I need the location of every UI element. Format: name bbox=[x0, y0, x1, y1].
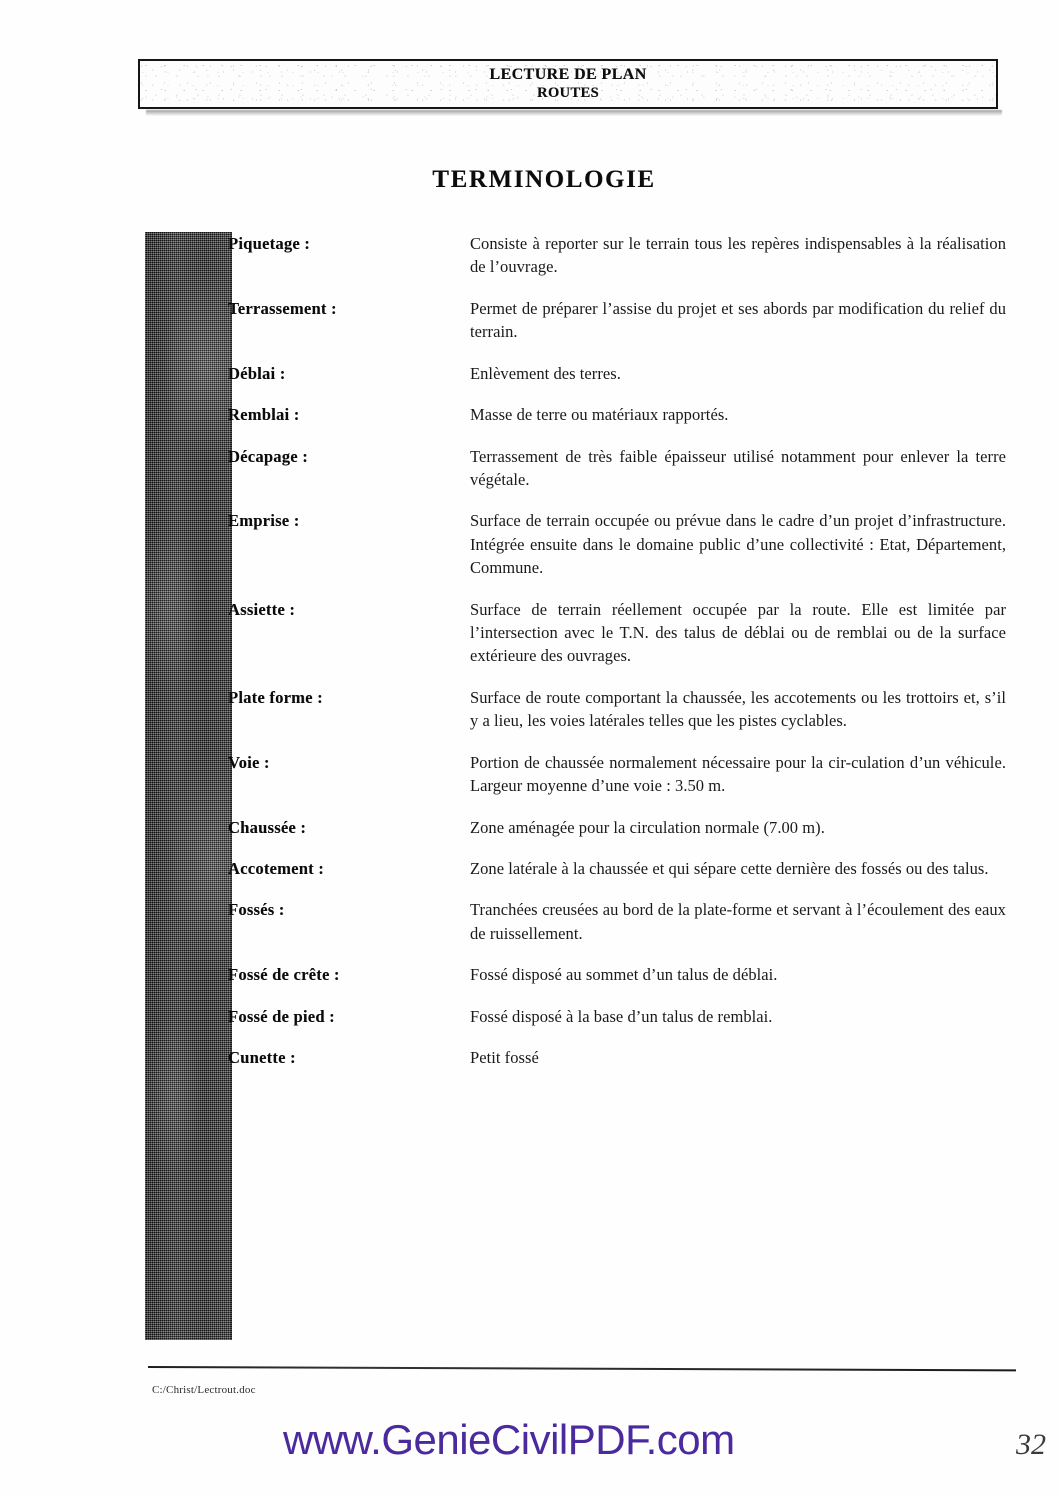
term-definition: Consiste à reporter sur le terrain tous les repères indispensables à la réalisation de l’ouvrage. bbox=[470, 234, 1006, 277]
term-label: Accotement : bbox=[228, 859, 324, 879]
terminology-entry bbox=[0, 857, 1058, 880]
terminology-entry bbox=[0, 1005, 1058, 1028]
term-label: Terrassement : bbox=[228, 298, 337, 318]
terminology-entry bbox=[0, 598, 1058, 668]
term-label: Assiette : bbox=[228, 599, 296, 619]
term-definition: Zone latérale à la chaussée et qui sépare cette dernière des fossés ou des talus. bbox=[470, 859, 989, 879]
term-definition: Petit fossé bbox=[470, 1048, 539, 1068]
term-definition: Surface de route comportant la chaussée, les accotements ou les trottoirs et, s’il y a lieu, les voies latérales telles que les pistes cyclables. bbox=[470, 687, 1006, 731]
terminology-entry bbox=[0, 362, 1058, 385]
terminology-entry bbox=[0, 751, 1058, 798]
header-banner bbox=[138, 59, 998, 109]
term-label: Fossé de crête : bbox=[228, 965, 340, 985]
term-label: Cunette : bbox=[228, 1048, 296, 1068]
footer-file-path: C:/Christ/Lectrout.doc bbox=[152, 1384, 256, 1396]
term-label: Déblai : bbox=[228, 363, 286, 383]
term-definition: Permet de préparer l’assise du projet et ses abords par modification du relief du terrain. bbox=[470, 298, 1006, 342]
term-definition: Terrassement de très faible épaisseur utilisé notamment pour enlever la terre végétale. bbox=[470, 446, 1006, 489]
terminology-entry bbox=[0, 232, 1058, 279]
header-title-line-2: ROUTES bbox=[536, 84, 600, 101]
term-label: Emprise : bbox=[228, 511, 300, 531]
term-label: Piquetage : bbox=[228, 234, 311, 253]
terminology-entry bbox=[0, 686, 1058, 733]
watermark-url: www.GenieCivilPDF.com bbox=[283, 1416, 735, 1463]
term-label: Fossé de pied : bbox=[228, 1006, 335, 1026]
terminology-entry bbox=[0, 297, 1058, 344]
term-definition: Enlèvement des terres. bbox=[470, 363, 621, 383]
term-label: Remblai : bbox=[228, 405, 300, 425]
terminology-entry bbox=[0, 509, 1058, 579]
term-label: Plate forme : bbox=[228, 687, 323, 707]
terminology-entry bbox=[0, 1046, 1058, 1069]
term-definition: Surface de terrain réellement occupée par la route. Elle est limitée par l’intersection avec le T.N. des talus de déblai ou de remblai ou de la surface extérieure des ouvrages. bbox=[470, 599, 1006, 666]
terminology-entry bbox=[0, 403, 1058, 426]
term-definition: Fossé disposé à la base d’un talus de remblai. bbox=[470, 1006, 773, 1026]
terminology-entry bbox=[0, 898, 1058, 945]
term-label: Voie : bbox=[228, 752, 270, 772]
footer-divider bbox=[148, 1366, 1016, 1371]
term-definition: Zone aménagée pour la circulation normale (7.00 m). bbox=[470, 817, 825, 837]
term-definition: Tranchées creusées au bord de la plate-forme et servant à l’écoulement des eaux de ruissellement. bbox=[470, 900, 1006, 943]
term-definition: Fossé disposé au sommet d’un talus de déblai. bbox=[470, 965, 778, 985]
terminology-list bbox=[0, 232, 1058, 1088]
page-title: TERMINOLOGIE bbox=[432, 166, 656, 193]
term-label: Chaussée : bbox=[228, 817, 307, 837]
term-label: Décapage : bbox=[228, 446, 308, 466]
term-label: Fossés : bbox=[228, 900, 285, 920]
header-title-line-1: LECTURE DE PLAN bbox=[489, 66, 647, 84]
term-definition: Surface de terrain occupée ou prévue dans le cadre d’un projet d’infrastructure. Intégrée ensuite dans le domaine public d’une collectivité : Etat, Département, Commune. bbox=[470, 511, 1006, 578]
terminology-entry bbox=[0, 816, 1058, 839]
terminology-entry bbox=[0, 963, 1058, 986]
terminology-entry bbox=[0, 445, 1058, 492]
term-definition: Portion de chaussée normalement nécessaire pour la cir-culation d’un véhicule. Largeur moyenne d’une voie : 3.50 m. bbox=[470, 752, 1006, 796]
term-definition: Masse de terre ou matériaux rapportés. bbox=[470, 405, 729, 425]
page-number: 32 bbox=[1016, 1428, 1046, 1461]
header-banner-shadow bbox=[146, 110, 1002, 116]
